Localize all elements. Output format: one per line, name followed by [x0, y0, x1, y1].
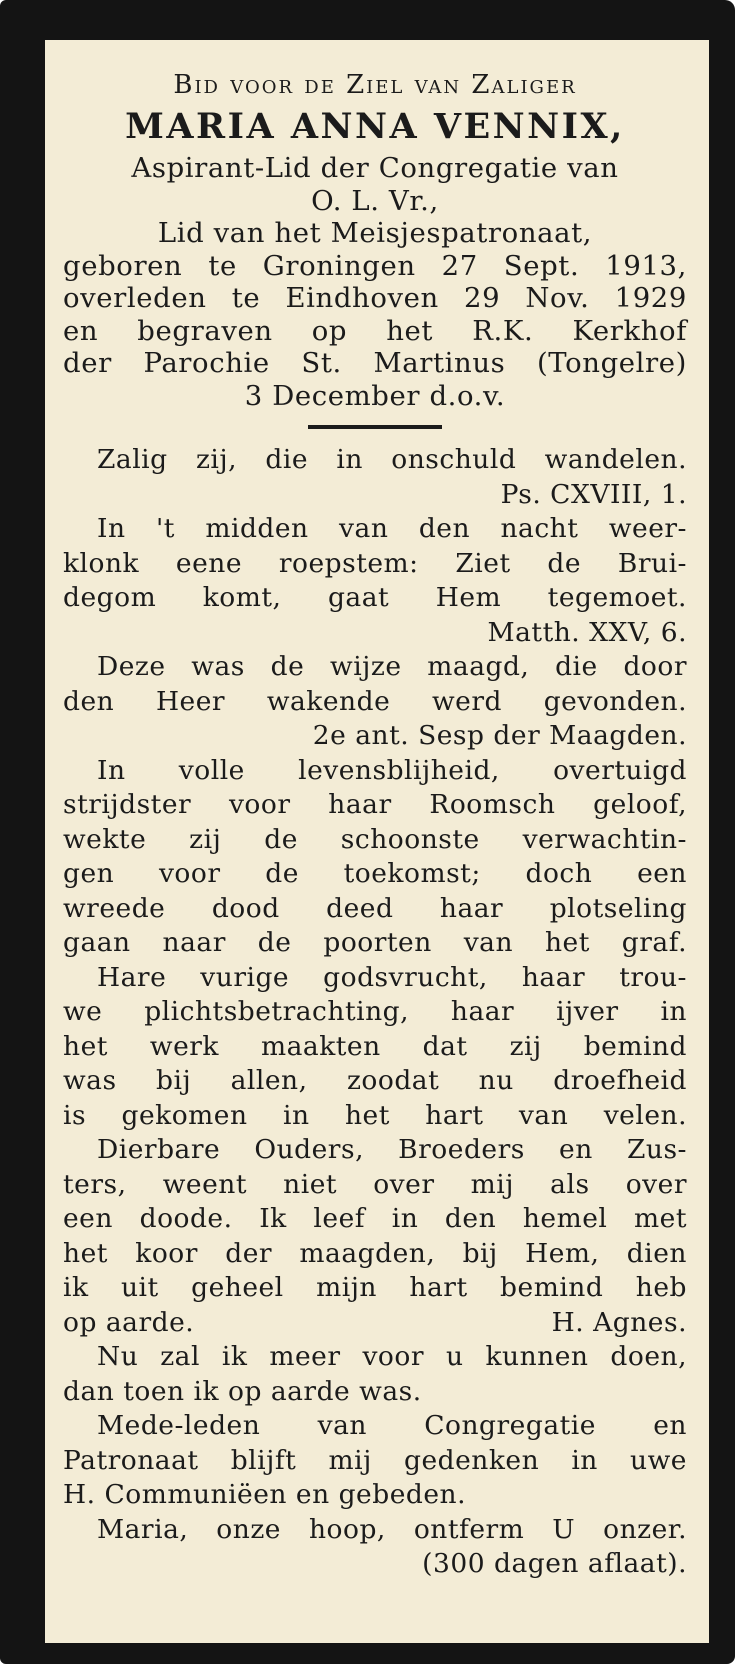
body-line: Mede-leden van Congregatie en: [97, 1410, 687, 1441]
body-citation: H. Agnes.: [551, 1306, 687, 1338]
body-line: klonk eene roepstem: Ziet de Brui-: [63, 547, 687, 579]
divider-rule: [308, 425, 442, 429]
body-line: het koor der maagden, bij Hem, dien: [63, 1237, 687, 1269]
body-line: was bij allen, zoodat nu droefheid: [63, 1065, 687, 1096]
detail-line: en begraven op het R.K. Kerkhof: [63, 314, 687, 347]
body-line: degom komt, gaat Hem tegemoet.: [63, 582, 687, 613]
body-line: ters, weent niet over mij als over: [63, 1168, 687, 1200]
body-line: gen voor de toekomst; doch een: [63, 858, 687, 889]
body-line: gaan naar de poorten van het graf.: [63, 927, 687, 958]
body-line: Maria, onze hoop, ontferm U onzer.: [97, 1513, 687, 1545]
body-line: Deze was de wijze maagd, die door: [97, 651, 687, 682]
body-line: Zalig zij, die in onschuld wandelen.: [97, 444, 687, 475]
body-line: ik uit geheel mijn hart bemind heb: [63, 1272, 687, 1303]
body-citation: 2e ant. Sesp der Maagden.: [312, 720, 687, 751]
detail-line: O. L. Vr.,: [311, 184, 439, 217]
body-line: is gekomen in het hart van velen.: [63, 1099, 687, 1131]
detail-line: 3 December d.o.v.: [244, 379, 506, 412]
prayer-heading: Bid voor de Ziel van Zaliger: [173, 70, 577, 100]
body-line: In volle levensblijheid, overtuigd: [97, 754, 687, 786]
body-line: we plichtsbetrachting, haar ijver in: [63, 996, 687, 1027]
detail-line: Lid van het Meisjespatronaat,: [157, 217, 593, 249]
body-line: Hare vurige godsvrucht, haar trou-: [97, 961, 687, 993]
body-line: den Heer wakende werd gevonden.: [63, 685, 687, 717]
body-line: een doode. Ik leef in den hemel met: [63, 1203, 687, 1234]
deceased-name: MARIA ANNA VENNIX,: [125, 106, 625, 147]
body-citation: Ps. CXVIII, 1.: [500, 478, 687, 510]
detail-line: der Parochie St. Martinus (Tongelre): [63, 347, 687, 379]
signature-row: [63, 1306, 687, 1341]
card-panel: [45, 40, 709, 1643]
body-line: dan toen ik op aarde was.: [63, 1375, 422, 1407]
body-citation: Matth. XXV, 6.: [487, 616, 687, 648]
body-line: In 't midden van den nacht weer-: [97, 513, 687, 544]
detail-line: Aspirant-Lid der Congregatie van: [131, 152, 619, 184]
body-citation: (300 dagen aflaat).: [422, 1548, 687, 1579]
body-line: wreede dood deed haar plotseling: [63, 892, 687, 924]
body-line: H. Communiëen en gebeden.: [63, 1479, 467, 1510]
body-line: Nu zal ik meer voor u kunnen doen,: [97, 1341, 687, 1372]
body-line: strijdster voor haar Roomsch geloof,: [63, 789, 687, 820]
detail-line: overleden te Eindhoven 29 Nov. 1929: [63, 282, 687, 314]
body-line: Patronaat blijft mij gedenken in uwe: [63, 1444, 687, 1476]
body-line: wekte zij de schoonste verwachtin-: [63, 823, 687, 855]
body-line: op aarde.: [63, 1306, 195, 1338]
detail-line: geboren te Groningen 27 Sept. 1913,: [63, 249, 687, 282]
body-line: Dierbare Ouders, Broeders en Zus-: [97, 1134, 687, 1165]
body-line: het werk maakten dat zij bemind: [63, 1030, 687, 1062]
